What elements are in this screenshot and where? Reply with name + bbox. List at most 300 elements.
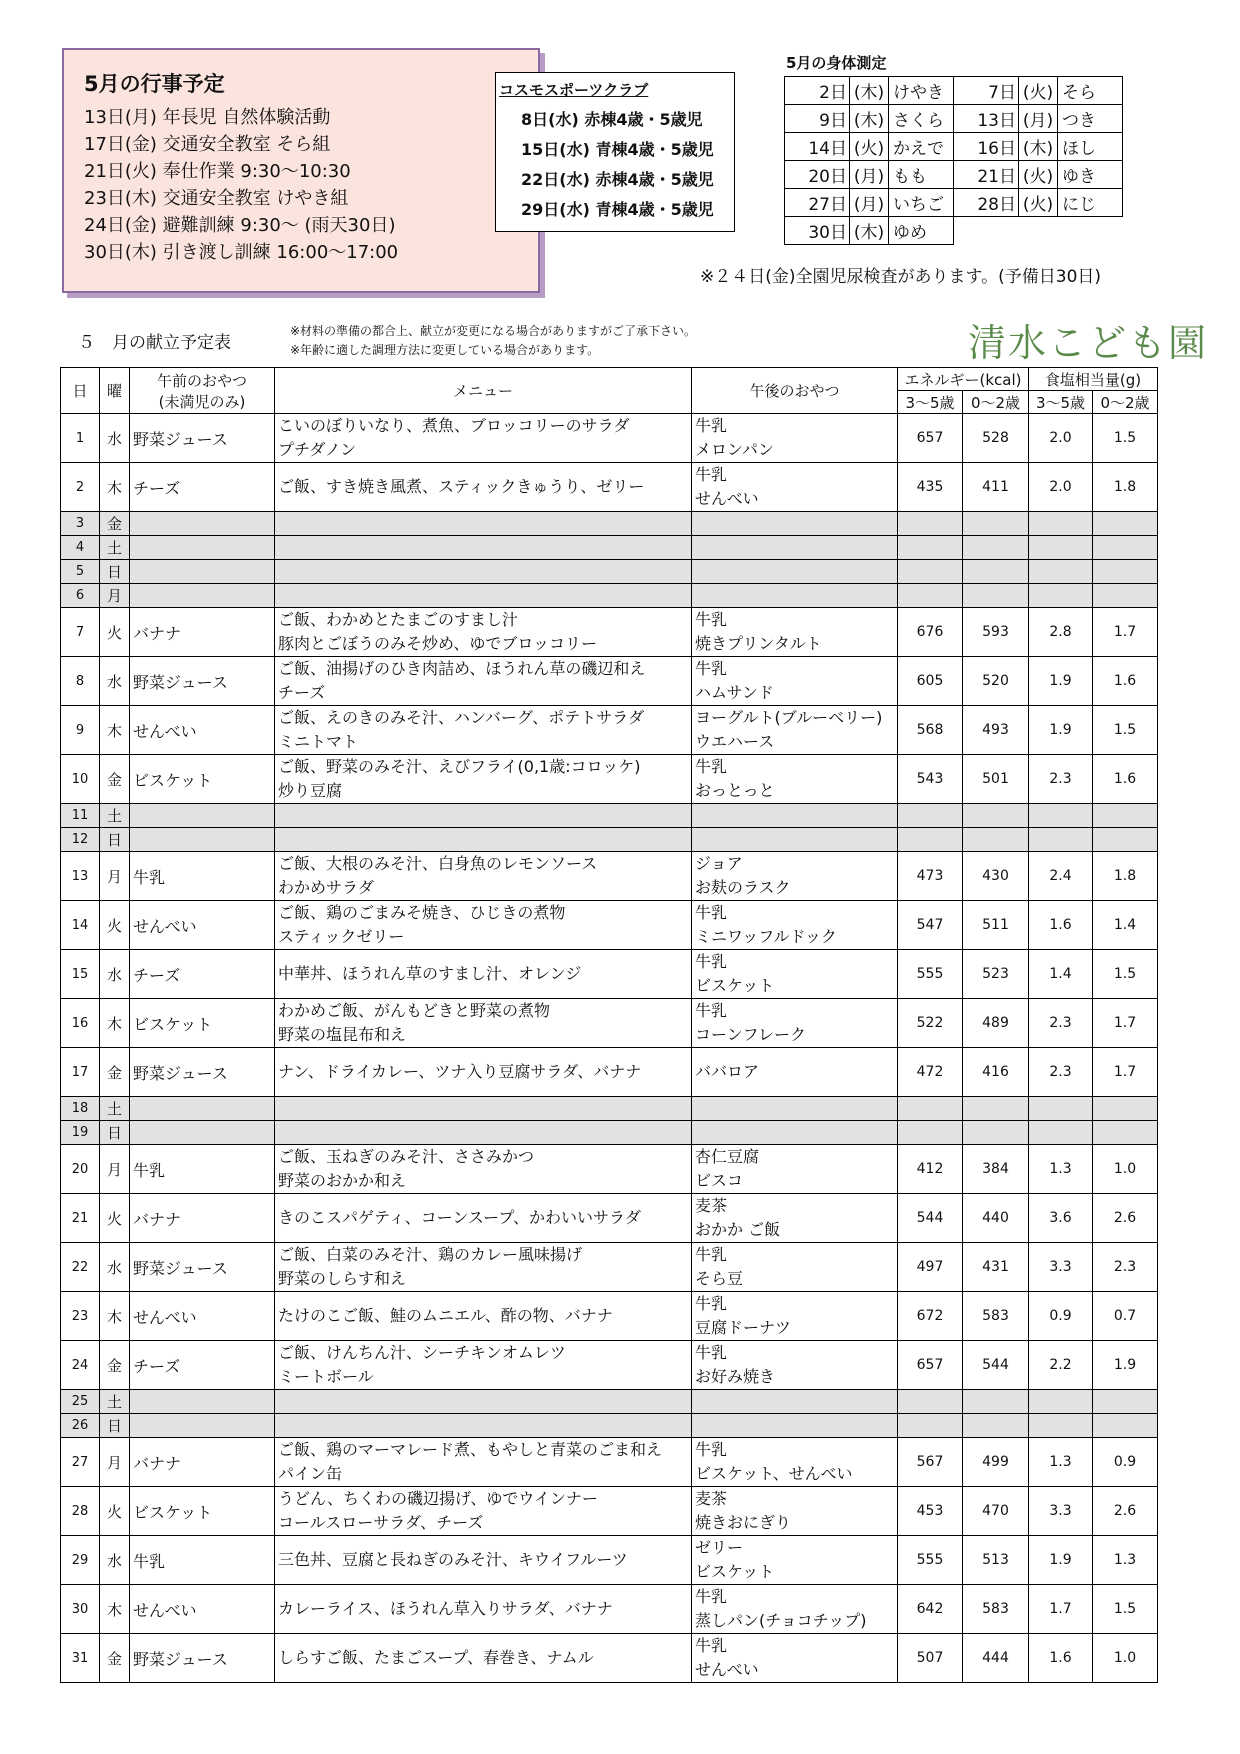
- salt-0-2-cell: 1.8: [1093, 463, 1158, 512]
- menu-cell-line: 炒り豆腐: [278, 781, 343, 800]
- menu-row: [61, 755, 1158, 804]
- menu-cell: [275, 1438, 692, 1487]
- energy-3-5-cell: 672: [898, 1292, 963, 1341]
- measurement-class: そら: [1058, 77, 1123, 105]
- salt-3-5-cell: 1.3: [1029, 1438, 1093, 1487]
- pm-snack-cell-line: ゼリー: [695, 1538, 744, 1557]
- weekday-cell: 月: [100, 1145, 130, 1194]
- event-line: 30日(木) 引き渡し訓練 16:00～17:00: [84, 242, 399, 263]
- measurement-weekday: (火): [850, 133, 889, 161]
- measurement-weekday: (木): [850, 105, 889, 133]
- menu-cell-line: スティックゼリー: [278, 927, 405, 946]
- event-line: 21日(火) 奉仕作業 9:30～10:30: [84, 161, 351, 182]
- salt-3-5-cell: [1029, 512, 1093, 536]
- note-line: ※材料の準備の都合上、献立が変更になる場合がありますがご了承下さい。: [290, 324, 697, 338]
- pm-snack-cell-line: お麸のラスク: [695, 878, 791, 897]
- measurement-row: [785, 161, 1123, 189]
- energy-0-2-cell: [963, 560, 1029, 584]
- measurement-weekday: (木): [850, 77, 889, 105]
- pm-snack-cell: [692, 950, 898, 999]
- pm-snack-cell: [692, 1390, 898, 1414]
- event-line: 24日(金) 避難訓練 9:30～ (雨天30日): [84, 215, 396, 236]
- salt-3-5-cell: 1.9: [1029, 1536, 1093, 1585]
- am-snack-cell: [130, 536, 275, 560]
- energy-3-5-cell: 412: [898, 1145, 963, 1194]
- menu-row: [61, 463, 1158, 512]
- menu-row: [61, 1145, 1158, 1194]
- pm-snack-cell: [692, 999, 898, 1048]
- am-snack-cell: ビスケット: [130, 999, 275, 1048]
- pm-snack-cell: [692, 1634, 898, 1683]
- pm-snack-cell-line: そら豆: [695, 1269, 744, 1288]
- menu-row: [61, 1414, 1158, 1438]
- pm-snack-cell: [692, 755, 898, 804]
- sports-club-line: 8日(水) 赤棟4歳・5歳児: [521, 110, 703, 129]
- menu-row: [61, 1634, 1158, 1683]
- menu-cell-line: ご飯、白菜のみそ汁、鶏のカレー風味揚げ: [278, 1245, 583, 1264]
- pm-snack-cell-line: 牛乳: [695, 659, 728, 678]
- salt-3-5-cell: [1029, 584, 1093, 608]
- header-energy-3-5: 3～5歳: [898, 391, 963, 414]
- menu-cell-line: わかめご飯、がんもどきと野菜の煮物: [278, 1001, 551, 1020]
- menu-cell: [275, 1145, 692, 1194]
- salt-0-2-cell: [1093, 1390, 1158, 1414]
- menu-cell-line: こいのぼりいなり、煮魚、ブロッコリーのサラダ: [278, 416, 630, 435]
- salt-0-2-cell: 1.5: [1093, 1585, 1158, 1634]
- salt-0-2-cell: 1.0: [1093, 1145, 1158, 1194]
- pm-snack-cell-line: 牛乳: [695, 465, 728, 484]
- menu-cell: [275, 1414, 692, 1438]
- menu-cell: [275, 608, 692, 657]
- menu-row: [61, 804, 1158, 828]
- day-cell: 24: [61, 1341, 100, 1390]
- menu-cell-line: ご飯、鶏のごまみそ焼き、ひじきの煮物: [278, 903, 566, 922]
- am-snack-cell: チーズ: [130, 1341, 275, 1390]
- am-snack-cell: [130, 828, 275, 852]
- am-snack-cell: チーズ: [130, 463, 275, 512]
- measurement-class: ほし: [1058, 133, 1123, 161]
- pm-snack-cell-line: 牛乳: [695, 1587, 728, 1606]
- menu-cell-line: 野菜のしらす和え: [278, 1269, 407, 1288]
- am-snack-cell: 野菜ジュース: [130, 414, 275, 463]
- day-cell: 6: [61, 584, 100, 608]
- pm-snack-cell: [692, 584, 898, 608]
- menu-cell-line: たけのこご飯、鮭のムニエル、酢の物、バナナ: [278, 1306, 613, 1325]
- salt-0-2-cell: 1.7: [1093, 608, 1158, 657]
- measurement-class: ゆめ: [889, 217, 954, 245]
- energy-0-2-cell: [963, 1097, 1029, 1121]
- pm-snack-cell-line: コーンフレーク: [695, 1025, 807, 1044]
- salt-0-2-cell: 2.6: [1093, 1487, 1158, 1536]
- pm-snack-cell-line: 牛乳: [695, 1440, 728, 1459]
- energy-3-5-cell: [898, 804, 963, 828]
- energy-0-2-cell: 411: [963, 463, 1029, 512]
- measurement-class: [1058, 217, 1123, 245]
- header-am-snack: [130, 368, 275, 414]
- energy-3-5-cell: [898, 1121, 963, 1145]
- menu-cell-line: 野菜のおかか和え: [278, 1171, 407, 1190]
- pm-snack-cell: [692, 1048, 898, 1097]
- menu-row: [61, 999, 1158, 1048]
- menu-cell-line: ご飯、鶏のマーマレード煮、もやしと青菜のごま和え: [278, 1440, 663, 1459]
- menu-row: [61, 1487, 1158, 1536]
- measurement-date: 27日: [785, 189, 850, 217]
- pm-snack-cell-line: 麦茶: [695, 1489, 728, 1508]
- am-snack-cell: [130, 560, 275, 584]
- sports-club-line: 15日(水) 青棟4歳・5歳児: [521, 140, 714, 159]
- energy-3-5-cell: [898, 828, 963, 852]
- menu-notes: [290, 322, 696, 360]
- menu-cell-line: ご飯、油揚げのひき肉詰め、ほうれん草の磯辺和え: [278, 659, 646, 678]
- weekday-cell: 金: [100, 1634, 130, 1683]
- energy-3-5-cell: 547: [898, 901, 963, 950]
- menu-cell: [275, 706, 692, 755]
- salt-0-2-cell: [1093, 512, 1158, 536]
- day-cell: 17: [61, 1048, 100, 1097]
- salt-3-5-cell: 2.0: [1029, 414, 1093, 463]
- salt-3-5-cell: 2.3: [1029, 1048, 1093, 1097]
- day-cell: 12: [61, 828, 100, 852]
- menu-cell-line: 中華丼、ほうれん草のすまし汁、オレンジ: [278, 964, 582, 983]
- am-snack-cell: 野菜ジュース: [130, 1243, 275, 1292]
- pm-snack-cell-line: 牛乳: [695, 1343, 728, 1362]
- pm-snack-cell: [692, 1292, 898, 1341]
- am-snack-cell: [130, 1414, 275, 1438]
- menu-row: [61, 1121, 1158, 1145]
- weekday-cell: 水: [100, 1536, 130, 1585]
- menu-cell-line: カレーライス、ほうれん草入りサラダ、バナナ: [278, 1599, 613, 1618]
- measurement-weekday: (火): [1019, 189, 1058, 217]
- menu-cell: [275, 901, 692, 950]
- energy-0-2-cell: [963, 536, 1029, 560]
- salt-3-5-cell: 1.7: [1029, 1585, 1093, 1634]
- salt-3-5-cell: 3.3: [1029, 1487, 1093, 1536]
- menu-table: [60, 367, 1158, 1683]
- menu-cell-line: ご飯、大根のみそ汁、白身魚のレモンソース: [278, 854, 598, 873]
- sports-club-line: 22日(水) 赤棟4歳・5歳児: [521, 170, 714, 189]
- pm-snack-cell: [692, 414, 898, 463]
- menu-row: [61, 1341, 1158, 1390]
- event-line: 23日(木) 交通安全教室 けやき組: [84, 188, 349, 209]
- day-cell: 15: [61, 950, 100, 999]
- header-menu: メニュー: [275, 368, 692, 414]
- pm-snack-cell: [692, 1341, 898, 1390]
- energy-3-5-cell: [898, 512, 963, 536]
- weekday-cell: 金: [100, 1048, 130, 1097]
- header-salt-0-2: 0～2歳: [1093, 391, 1158, 414]
- day-cell: 16: [61, 999, 100, 1048]
- measurement-date: 13日: [954, 105, 1019, 133]
- menu-cell-line: わかめサラダ: [278, 878, 374, 897]
- menu-cell: [275, 1487, 692, 1536]
- pm-snack-cell: [692, 463, 898, 512]
- measurement-date: 2日: [785, 77, 850, 105]
- weekday-cell: 木: [100, 463, 130, 512]
- menu-row: [61, 1292, 1158, 1341]
- pm-snack-cell-line: ハムサンド: [695, 683, 774, 702]
- pm-snack-cell-line: 牛乳: [695, 903, 728, 922]
- am-snack-cell: バナナ: [130, 1438, 275, 1487]
- am-snack-cell: 野菜ジュース: [130, 1048, 275, 1097]
- menu-cell: [275, 1341, 692, 1390]
- menu-cell-line: ご飯、野菜のみそ汁、えびフライ(0,1歳:コロッケ): [278, 757, 641, 776]
- events-title: 5月の行事予定: [84, 72, 225, 96]
- am-snack-cell: せんべい: [130, 1585, 275, 1634]
- weekday-cell: 火: [100, 1194, 130, 1243]
- pm-snack-cell-line: 牛乳: [695, 416, 728, 435]
- day-cell: 25: [61, 1390, 100, 1414]
- salt-0-2-cell: 1.7: [1093, 999, 1158, 1048]
- salt-3-5-cell: 2.8: [1029, 608, 1093, 657]
- menu-row: [61, 706, 1158, 755]
- salt-0-2-cell: 1.5: [1093, 414, 1158, 463]
- header-pm-snack: 午後のおやつ: [692, 368, 898, 414]
- menu-row: [61, 1585, 1158, 1634]
- day-cell: 9: [61, 706, 100, 755]
- pm-snack-cell-line: ビスケット、せんべい: [695, 1464, 853, 1483]
- pm-snack-cell: [692, 1145, 898, 1194]
- pm-snack-cell: [692, 1414, 898, 1438]
- pm-snack-cell-line: ヨーグルト(ブルーベリー): [695, 708, 883, 727]
- menu-cell: [275, 1121, 692, 1145]
- pm-snack-cell-line: 牛乳: [695, 952, 728, 971]
- energy-0-2-cell: [963, 828, 1029, 852]
- day-cell: 1: [61, 414, 100, 463]
- day-cell: 28: [61, 1487, 100, 1536]
- am-snack-cell: 野菜ジュース: [130, 657, 275, 706]
- header-day: 日: [61, 368, 100, 414]
- day-cell: 22: [61, 1243, 100, 1292]
- salt-0-2-cell: 1.9: [1093, 1341, 1158, 1390]
- menu-cell: [275, 414, 692, 463]
- measurement-weekday: (火): [1019, 161, 1058, 189]
- salt-0-2-cell: 1.5: [1093, 706, 1158, 755]
- menu-cell: [275, 1243, 692, 1292]
- menu-cell: [275, 657, 692, 706]
- weekday-cell: 土: [100, 1097, 130, 1121]
- weekday-cell: 日: [100, 828, 130, 852]
- salt-3-5-cell: 2.2: [1029, 1341, 1093, 1390]
- salt-0-2-cell: [1093, 536, 1158, 560]
- energy-0-2-cell: 440: [963, 1194, 1029, 1243]
- pm-snack-cell-line: ミニワッフルドック: [695, 927, 837, 946]
- am-snack-cell: 牛乳: [130, 1536, 275, 1585]
- pm-snack-cell-line: 牛乳: [695, 757, 728, 776]
- energy-0-2-cell: 431: [963, 1243, 1029, 1292]
- weekday-cell: 水: [100, 950, 130, 999]
- menu-cell: [275, 828, 692, 852]
- am-snack-cell: せんべい: [130, 1292, 275, 1341]
- menu-cell-line: きのこスパゲティ、コーンスープ、かわいいサラダ: [278, 1208, 641, 1227]
- weekday-cell: 金: [100, 1341, 130, 1390]
- measurement-class: もも: [889, 161, 954, 189]
- measurement-title: 5月の身体測定: [786, 54, 887, 72]
- energy-0-2-cell: 493: [963, 706, 1029, 755]
- am-snack-cell: 牛乳: [130, 852, 275, 901]
- pm-snack-cell-line: せんべい: [695, 489, 759, 508]
- salt-3-5-cell: 0.9: [1029, 1292, 1093, 1341]
- day-cell: 4: [61, 536, 100, 560]
- school-logo: 清水こども園: [968, 321, 1209, 365]
- salt-3-5-cell: 1.9: [1029, 706, 1093, 755]
- salt-0-2-cell: 1.8: [1093, 852, 1158, 901]
- pm-snack-cell-line: 杏仁豆腐: [695, 1147, 760, 1166]
- salt-3-5-cell: [1029, 560, 1093, 584]
- menu-cell-line: 野菜の塩昆布和え: [278, 1025, 407, 1044]
- pm-snack-cell-line: 豆腐ドーナツ: [695, 1318, 791, 1337]
- menu-cell-line: ナン、ドライカレー、ツナ入り豆腐サラダ、バナナ: [278, 1062, 642, 1081]
- menu-cell: [275, 804, 692, 828]
- weekday-cell: 木: [100, 706, 130, 755]
- am-snack-cell: バナナ: [130, 1194, 275, 1243]
- salt-3-5-cell: 1.6: [1029, 1634, 1093, 1683]
- salt-0-2-cell: 0.9: [1093, 1438, 1158, 1487]
- energy-3-5-cell: 543: [898, 755, 963, 804]
- salt-0-2-cell: 1.4: [1093, 901, 1158, 950]
- measurement-row: [785, 217, 1123, 245]
- pm-snack-cell: [692, 1487, 898, 1536]
- energy-0-2-cell: 384: [963, 1145, 1029, 1194]
- pm-snack-cell: [692, 657, 898, 706]
- day-cell: 18: [61, 1097, 100, 1121]
- salt-0-2-cell: [1093, 1121, 1158, 1145]
- pm-snack-cell-line: ババロア: [695, 1062, 760, 1081]
- energy-0-2-cell: 593: [963, 608, 1029, 657]
- measurement-row: [785, 189, 1123, 217]
- weekday-cell: 木: [100, 1292, 130, 1341]
- pm-snack-cell-line: 焼きおにぎり: [695, 1513, 792, 1532]
- pm-snack-cell: [692, 1194, 898, 1243]
- salt-0-2-cell: 1.7: [1093, 1048, 1158, 1097]
- salt-0-2-cell: [1093, 828, 1158, 852]
- am-snack-cell: 牛乳: [130, 1145, 275, 1194]
- am-snack-sublabel: (未満児のみ): [158, 392, 246, 411]
- measurement-class: さくら: [889, 105, 954, 133]
- energy-3-5-cell: [898, 1414, 963, 1438]
- salt-3-5-cell: 1.6: [1029, 901, 1093, 950]
- pm-snack-cell: [692, 828, 898, 852]
- menu-cell: [275, 755, 692, 804]
- day-cell: 19: [61, 1121, 100, 1145]
- energy-0-2-cell: 523: [963, 950, 1029, 999]
- weekday-cell: 土: [100, 804, 130, 828]
- pm-snack-cell: [692, 1536, 898, 1585]
- energy-3-5-cell: 605: [898, 657, 963, 706]
- menu-cell: [275, 1097, 692, 1121]
- measurement-class: ゆき: [1058, 161, 1123, 189]
- pm-snack-cell-line: おかか ご飯: [695, 1220, 781, 1239]
- pm-snack-cell: [692, 1438, 898, 1487]
- weekday-cell: 金: [100, 512, 130, 536]
- menu-cell: [275, 584, 692, 608]
- pm-snack-cell-line: 牛乳: [695, 1636, 728, 1655]
- menu-cell-line: ミートボール: [278, 1367, 374, 1386]
- energy-0-2-cell: 416: [963, 1048, 1029, 1097]
- measurement-class: かえで: [889, 133, 954, 161]
- energy-3-5-cell: 657: [898, 1341, 963, 1390]
- energy-3-5-cell: 642: [898, 1585, 963, 1634]
- sports-club-line: 29日(水) 青棟4歳・5歳児: [521, 200, 714, 219]
- menu-row: [61, 828, 1158, 852]
- salt-3-5-cell: 1.4: [1029, 950, 1093, 999]
- menu-cell: [275, 560, 692, 584]
- measurement-weekday: (火): [1019, 77, 1058, 105]
- measurement-row: [785, 77, 1123, 105]
- pm-snack-cell-line: 牛乳: [695, 1294, 728, 1313]
- pm-snack-cell: [692, 1243, 898, 1292]
- energy-0-2-cell: 430: [963, 852, 1029, 901]
- measurement-weekday: (木): [850, 217, 889, 245]
- sports-club-panel: [495, 72, 735, 232]
- pm-snack-cell-line: ビスコ: [695, 1171, 744, 1190]
- measurement-date: 21日: [954, 161, 1019, 189]
- am-snack-cell: [130, 584, 275, 608]
- pm-snack-cell: [692, 1121, 898, 1145]
- am-snack-cell: [130, 512, 275, 536]
- day-cell: 31: [61, 1634, 100, 1683]
- weekday-cell: 月: [100, 852, 130, 901]
- energy-3-5-cell: 568: [898, 706, 963, 755]
- menu-row: [61, 414, 1158, 463]
- salt-3-5-cell: [1029, 536, 1093, 560]
- measurement-date: 9日: [785, 105, 850, 133]
- header-salt-3-5: 3～5歳: [1029, 391, 1093, 414]
- day-cell: 20: [61, 1145, 100, 1194]
- menu-row: [61, 950, 1158, 999]
- am-snack-cell: せんべい: [130, 706, 275, 755]
- energy-3-5-cell: [898, 1390, 963, 1414]
- weekday-cell: 土: [100, 1390, 130, 1414]
- energy-3-5-cell: 472: [898, 1048, 963, 1097]
- day-cell: 10: [61, 755, 100, 804]
- am-snack-cell: [130, 1121, 275, 1145]
- energy-0-2-cell: 583: [963, 1292, 1029, 1341]
- menu-row: [61, 1390, 1158, 1414]
- salt-0-2-cell: 2.3: [1093, 1243, 1158, 1292]
- am-snack-cell: [130, 804, 275, 828]
- sports-club-title: コスモスポーツクラブ: [499, 81, 649, 99]
- day-cell: 30: [61, 1585, 100, 1634]
- menu-title: ５ 月の献立予定表: [78, 333, 231, 353]
- am-snack-cell: チーズ: [130, 950, 275, 999]
- measurement-date: 14日: [785, 133, 850, 161]
- salt-3-5-cell: 3.6: [1029, 1194, 1093, 1243]
- pm-snack-cell-line: 麦茶: [695, 1196, 728, 1215]
- energy-0-2-cell: [963, 1390, 1029, 1414]
- measurement-row: [785, 133, 1123, 161]
- am-snack-cell: せんべい: [130, 901, 275, 950]
- am-snack-cell: [130, 1390, 275, 1414]
- pm-snack-cell-line: 牛乳: [695, 610, 728, 629]
- menu-cell-line: ご飯、玉ねぎのみそ汁、ささみかつ: [278, 1147, 535, 1166]
- salt-0-2-cell: 1.0: [1093, 1634, 1158, 1683]
- salt-3-5-cell: 3.3: [1029, 1243, 1093, 1292]
- menu-row: [61, 1194, 1158, 1243]
- am-snack-cell: ビスケット: [130, 755, 275, 804]
- menu-row: [61, 1536, 1158, 1585]
- weekday-cell: 月: [100, 1438, 130, 1487]
- energy-0-2-cell: [963, 1121, 1029, 1145]
- day-cell: 26: [61, 1414, 100, 1438]
- energy-3-5-cell: [898, 1097, 963, 1121]
- menu-row: [61, 512, 1158, 536]
- menu-cell-line: ミニトマト: [278, 732, 359, 751]
- day-cell: 8: [61, 657, 100, 706]
- measurement-weekday: (月): [850, 161, 889, 189]
- weekday-cell: 日: [100, 1414, 130, 1438]
- header-energy: エネルギー(kcal): [898, 368, 1029, 391]
- measurement-class: つき: [1058, 105, 1123, 133]
